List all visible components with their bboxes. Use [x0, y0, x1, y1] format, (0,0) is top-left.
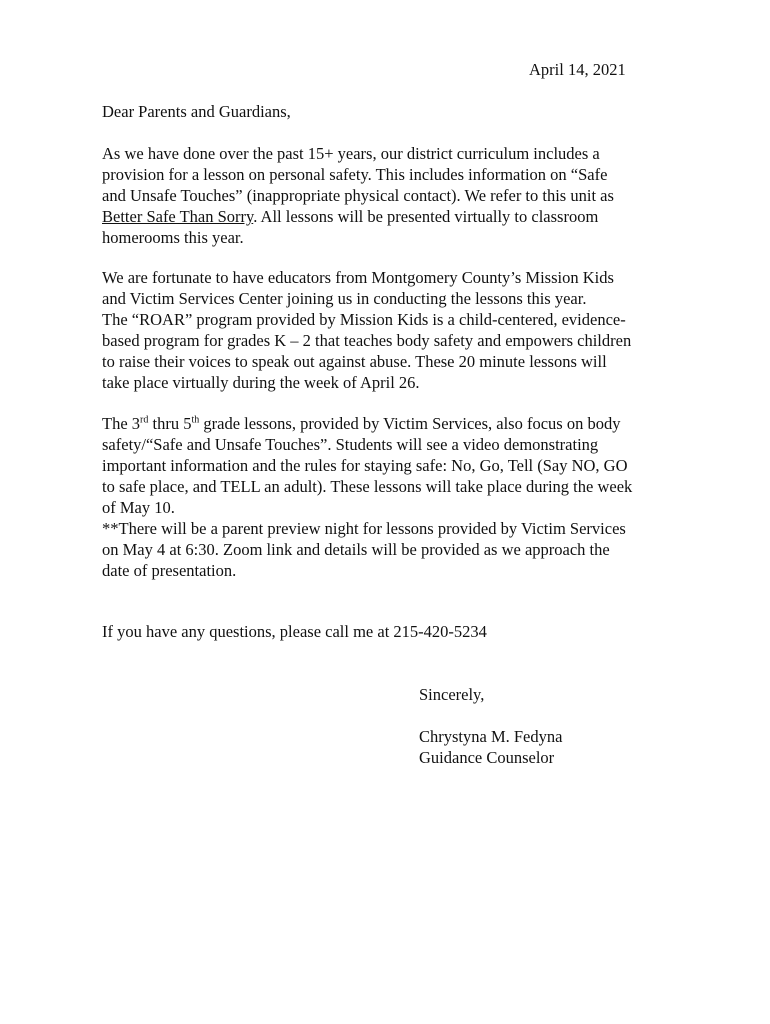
paragraph-text: grade lessons, provided by Victim Services, also focus on body [199, 414, 621, 433]
signature-title: Guidance Counselor [419, 748, 555, 767]
contact-line: If you have any questions, please call me at 215-420-5234 [102, 622, 487, 641]
paragraph-line: safety/“Safe and Unsafe Touches”. Students will see a video demonstrating [102, 435, 599, 454]
signature-name: Chrystyna M. Fedyna [419, 727, 563, 746]
letter-date: April 14, 2021 [529, 60, 626, 79]
paragraph-line: to safe place, and TELL an adult). These lessons will take place during the week [102, 477, 633, 496]
paragraph-line [102, 206, 692, 227]
paragraph-line: and Victim Services Center joining us in conducting the lessons this year. [102, 289, 587, 308]
unit-title: Better Safe Than Sorry [102, 207, 254, 226]
paragraph-line: **There will be a parent preview night for lessons provided by Victim Services [102, 519, 626, 538]
paragraph-line: take place virtually during the week of April 26. [102, 373, 420, 392]
paragraph-curriculum [102, 143, 692, 248]
paragraph-line: based program for grades K – 2 that teaches body safety and empowers children [102, 331, 632, 350]
ordinal-suffix: th [191, 414, 200, 426]
paragraph-line: As we have done over the past 15+ years, our district curriculum includes a [102, 144, 600, 163]
paragraph-line: date of presentation. [102, 561, 237, 580]
paragraph-line: important information and the rules for staying safe: No, Go, Tell (Say NO, GO [102, 456, 628, 475]
paragraph-line: and Unsafe Touches” (inappropriate physical contact). We refer to this unit as [102, 186, 614, 205]
salutation: Dear Parents and Guardians, [102, 102, 291, 121]
paragraph-line: The “ROAR” program provided by Mission Kids is a child-centered, evidence- [102, 310, 626, 329]
ordinal-suffix: rd [140, 414, 149, 426]
paragraph-line: to raise their voices to speak out against abuse. These 20 minute lessons will [102, 352, 607, 371]
paragraph-line: on May 4 at 6:30. Zoom link and details will be provided as we approach the [102, 540, 610, 559]
paragraph-educators [102, 267, 692, 393]
paragraph-line: of May 10. [102, 498, 175, 517]
closing: Sincerely, [419, 685, 485, 704]
paragraph-line: homerooms this year. [102, 228, 244, 247]
paragraph-line: provision for a lesson on personal safety. This includes information on “Safe [102, 165, 608, 184]
paragraph-line [102, 413, 692, 434]
paragraph-victim-services [102, 413, 692, 581]
paragraph-text: thru 5 [148, 414, 192, 433]
paragraph-line: We are fortunate to have educators from Montgomery County’s Mission Kids [102, 268, 614, 287]
paragraph-text: The 3 [102, 414, 141, 433]
paragraph-text: . All lessons will be presented virtually to classroom [253, 207, 599, 226]
